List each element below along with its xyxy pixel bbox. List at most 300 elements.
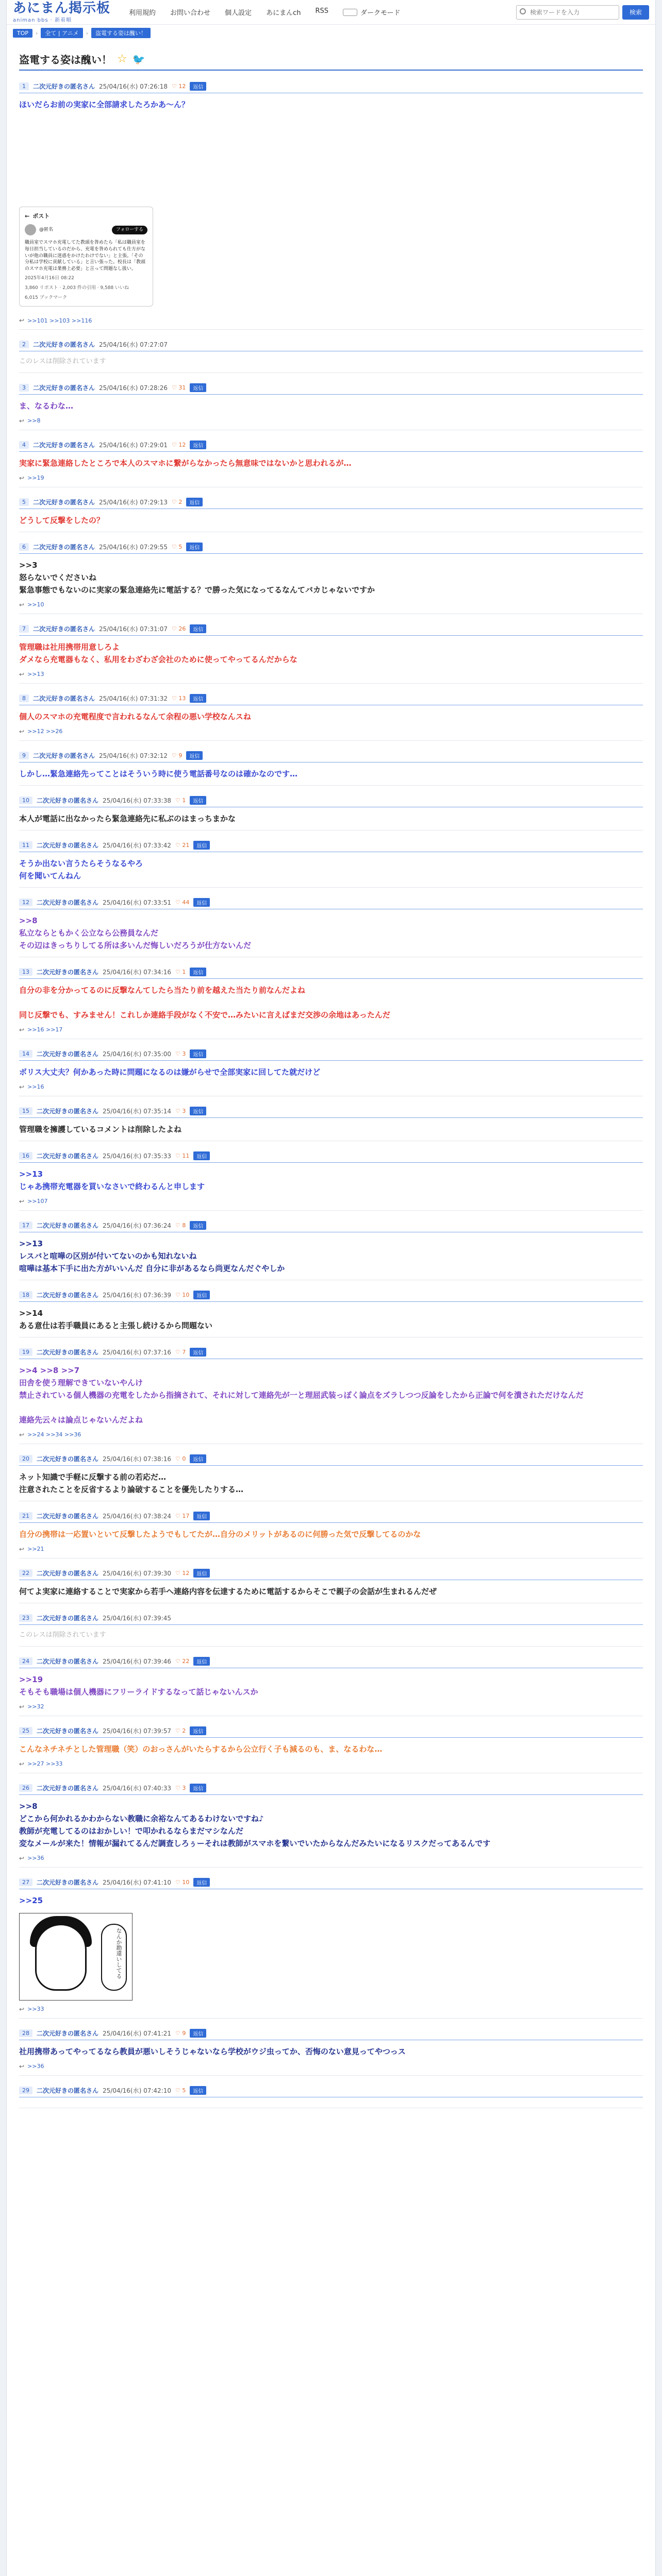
heart-icon: ♡ bbox=[175, 1152, 180, 1159]
reply-button[interactable]: 返信 bbox=[190, 2086, 206, 2095]
reply-arrow-icon: ↩ bbox=[19, 1760, 25, 1768]
reply-button[interactable]: 返信 bbox=[193, 841, 210, 850]
post-body: ほいだらお前の実家に全部請求したろかあ〜ん？ bbox=[19, 100, 190, 109]
heart-icon: ♡ bbox=[175, 2029, 180, 2037]
like-number: 31 bbox=[178, 384, 186, 391]
post-header bbox=[19, 1454, 643, 1466]
post bbox=[19, 2022, 643, 2079]
post-body: そうか出ない言うたらそうなるやろ 何を聞いてんねん bbox=[19, 858, 143, 880]
post bbox=[19, 1447, 643, 1504]
heart-icon: ♡ bbox=[171, 83, 177, 90]
reply-arrow-icon: ↩ bbox=[19, 1083, 25, 1091]
post bbox=[19, 1562, 643, 1606]
post-number[interactable]: 3 bbox=[19, 384, 29, 392]
like-count[interactable] bbox=[172, 544, 182, 550]
post-body bbox=[19, 2097, 643, 2106]
reply-links bbox=[19, 2004, 643, 2019]
post-date: 25/04/16(水) 07:32:12 bbox=[99, 752, 168, 759]
post-date: 25/04/16(水) 07:26:18 bbox=[99, 83, 168, 90]
reply-anchors[interactable]: >>19 bbox=[27, 474, 44, 482]
reply-anchors[interactable]: >>107 bbox=[27, 1198, 48, 1205]
like-count[interactable] bbox=[175, 899, 189, 906]
like-number: 7 bbox=[182, 1348, 186, 1355]
post-number[interactable]: 5 bbox=[19, 498, 29, 506]
post bbox=[19, 75, 643, 333]
like-number: 10 bbox=[182, 1878, 190, 1886]
post-header bbox=[19, 841, 643, 852]
reply-arrow-icon: ↩ bbox=[19, 1703, 25, 1710]
like-count[interactable] bbox=[175, 1292, 189, 1298]
post-number[interactable]: 16 bbox=[19, 1152, 32, 1160]
post bbox=[19, 535, 643, 617]
nav-settings[interactable]: 個人設定 bbox=[225, 9, 252, 17]
like-count[interactable] bbox=[175, 1153, 189, 1159]
reply-links bbox=[19, 1335, 643, 1337]
search-input[interactable] bbox=[516, 5, 619, 20]
reply-button[interactable]: 返信 bbox=[190, 1726, 206, 1735]
reply-links bbox=[19, 1758, 643, 1773]
reply-button[interactable]: 返信 bbox=[193, 1657, 210, 1666]
post-author: 二次元好きの匿名さん bbox=[37, 968, 99, 976]
post-number[interactable]: 26 bbox=[19, 1784, 32, 1792]
reply-arrow-icon: ↩ bbox=[19, 317, 25, 325]
follow-button[interactable]: フォローする bbox=[112, 226, 147, 234]
like-count[interactable] bbox=[172, 695, 186, 702]
reply-button[interactable]: 返信 bbox=[190, 1454, 206, 1463]
twitter-bird-icon[interactable]: 🐦 bbox=[132, 53, 145, 65]
reply-anchors[interactable]: >>33 bbox=[27, 2006, 44, 2013]
post-body: どうして反撃をしたの？ bbox=[19, 515, 105, 525]
like-number: 1 bbox=[182, 968, 186, 975]
heart-icon: ♡ bbox=[175, 1107, 180, 1114]
post-author: 二次元好きの匿名さん bbox=[33, 625, 95, 633]
like-number: 5 bbox=[178, 543, 183, 550]
reply-links bbox=[19, 828, 643, 831]
post-body: このレスは削除されています bbox=[19, 1631, 106, 1639]
crumb-board[interactable]: 全て | アニメ bbox=[41, 28, 82, 38]
reply-links bbox=[19, 669, 643, 684]
post-number[interactable]: 15 bbox=[19, 1107, 32, 1115]
post-author: 二次元好きの匿名さん bbox=[33, 441, 95, 449]
post-header bbox=[19, 440, 643, 452]
post-author: 二次元好きの匿名さん bbox=[37, 1050, 99, 1058]
reply-arrow-icon: ↩ bbox=[19, 417, 25, 425]
post-number[interactable]: 9 bbox=[19, 752, 29, 759]
reply-anchors[interactable]: >>16 >>17 bbox=[27, 1026, 63, 1033]
post-date: 25/04/16(水) 07:33:38 bbox=[103, 796, 171, 804]
like-number: 21 bbox=[182, 841, 190, 849]
reply-anchors[interactable]: >>32 bbox=[27, 1703, 44, 1710]
like-count[interactable] bbox=[172, 625, 186, 632]
post bbox=[19, 1650, 643, 1719]
reply-arrow-icon: ↩ bbox=[19, 474, 25, 482]
like-number: 12 bbox=[178, 83, 186, 90]
main-nav bbox=[129, 7, 328, 17]
post-number[interactable]: 13 bbox=[19, 968, 32, 976]
post-date: 25/04/16(水) 07:37:16 bbox=[103, 1348, 171, 1356]
favorite-star-icon[interactable]: ☆ bbox=[117, 53, 127, 65]
reply-button[interactable]: 返信 bbox=[193, 1151, 210, 1160]
search-field-wrap bbox=[516, 5, 619, 20]
reply-button[interactable]: 返信 bbox=[190, 440, 206, 449]
post-body: >>4 >>8 >>7 田舎を使う理解できていないやんけ 禁止されている個人機器の充電をしたから指摘されて、それに対して連絡先が一と理屈武装っぽく論点をズラしつつ反論をしたから正論で何を潰されただけなんだ 連絡先云々は論点じゃないんだよね bbox=[19, 1365, 584, 1425]
heart-icon: ♡ bbox=[175, 1512, 180, 1519]
post-body: ネット知識で手軽に反撃する前の若応だ… 注意されたことを反省するより論破することを優先したりする… bbox=[19, 1472, 244, 1494]
like-number: 12 bbox=[178, 441, 186, 448]
reply-button[interactable]: 返信 bbox=[186, 751, 203, 760]
post-date: 25/04/16(水) 07:33:51 bbox=[103, 899, 171, 906]
like-number: 2 bbox=[178, 498, 183, 505]
reply-anchors[interactable]: >>24 >>34 >>36 bbox=[27, 1431, 81, 1438]
post-number[interactable]: 27 bbox=[19, 1878, 32, 1886]
post bbox=[19, 1214, 643, 1283]
reply-anchors[interactable]: >>10 bbox=[27, 601, 44, 608]
like-number: 11 bbox=[182, 1152, 190, 1159]
post bbox=[19, 960, 643, 1042]
reply-button[interactable]: 返信 bbox=[193, 898, 210, 907]
reply-arrow-icon: ↩ bbox=[19, 1026, 25, 1033]
post-body: 個人のスマホの充電程度で言われるなんて余程の悪い学校なんスね bbox=[19, 711, 251, 721]
manga-face bbox=[35, 1924, 87, 1991]
post-author: 二次元好きの匿名さん bbox=[37, 796, 99, 804]
post-author: 二次元好きの匿名さん bbox=[37, 1152, 99, 1160]
post-number[interactable]: 6 bbox=[19, 543, 29, 551]
crumb-thread[interactable]: 盗電する姿は醜い！ bbox=[91, 28, 151, 38]
post-header bbox=[19, 898, 643, 909]
post-header bbox=[19, 1657, 643, 1668]
post bbox=[19, 1283, 643, 1341]
post-body: しかし…緊急連絡先ってことはそういう時に使う電話番号なのは確かなのです… bbox=[19, 769, 298, 778]
logo-main: あにまん掲示板 bbox=[13, 1, 111, 16]
post-header bbox=[19, 1348, 643, 1359]
post bbox=[19, 891, 643, 960]
reply-anchors[interactable]: >>13 bbox=[27, 671, 44, 678]
post-header bbox=[19, 1784, 643, 1795]
post bbox=[19, 490, 643, 535]
reply-arrow-icon: ↩ bbox=[19, 670, 25, 678]
search-area bbox=[516, 5, 649, 20]
reply-button[interactable]: 返信 bbox=[190, 1221, 206, 1230]
nav-rss[interactable]: RSS bbox=[315, 7, 328, 15]
reply-anchors[interactable]: >>16 bbox=[27, 1083, 44, 1091]
post-number[interactable]: 14 bbox=[19, 1050, 32, 1058]
like-count[interactable] bbox=[172, 499, 182, 505]
post-number[interactable]: 11 bbox=[19, 841, 32, 849]
like-count[interactable] bbox=[175, 2030, 186, 2037]
reply-button[interactable]: 返信 bbox=[190, 694, 206, 703]
post-date: 25/04/16(水) 07:38:24 bbox=[103, 1512, 171, 1520]
post-date: 25/04/16(水) 07:38:16 bbox=[103, 1455, 171, 1463]
reply-anchors[interactable]: >>27 >>33 bbox=[27, 1760, 63, 1768]
post-date: 25/04/16(水) 07:35:33 bbox=[103, 1152, 171, 1160]
like-number: 8 bbox=[182, 1222, 186, 1229]
post-body: 自分の携帯は一応置いといて反撃したようでもしてたが…自分のメリットがあるのに何勝った気で反撃してるのかな bbox=[19, 1529, 421, 1539]
post-author: 二次元好きの匿名さん bbox=[37, 2087, 99, 2094]
post-number[interactable]: 29 bbox=[19, 2087, 32, 2094]
like-number: 44 bbox=[182, 899, 190, 906]
post-author: 二次元好きの匿名さん bbox=[37, 1784, 99, 1792]
post-header bbox=[19, 968, 643, 979]
like-count[interactable] bbox=[175, 1727, 186, 1734]
post-number[interactable]: 21 bbox=[19, 1512, 32, 1520]
like-count[interactable] bbox=[172, 752, 182, 759]
like-count[interactable] bbox=[175, 1349, 186, 1355]
like-count[interactable] bbox=[175, 1879, 189, 1886]
reply-anchors[interactable]: >>8 bbox=[27, 417, 41, 425]
reply-anchors[interactable]: >>36 bbox=[27, 2063, 44, 2070]
breadcrumb bbox=[7, 25, 655, 41]
reply-arrow-icon: ↩ bbox=[19, 2062, 25, 2070]
like-count[interactable] bbox=[175, 2087, 186, 2094]
like-count[interactable] bbox=[175, 1785, 186, 1791]
post-number[interactable]: 8 bbox=[19, 694, 29, 702]
post-header bbox=[19, 751, 643, 762]
heart-icon: ♡ bbox=[175, 2087, 180, 2094]
post-author: 二次元好きの匿名さん bbox=[33, 83, 95, 90]
reply-arrow-icon: ↩ bbox=[19, 727, 25, 735]
embedded-tweet[interactable] bbox=[19, 207, 153, 307]
post-number[interactable]: 17 bbox=[19, 1222, 32, 1229]
reply-links bbox=[19, 1081, 643, 1096]
like-count[interactable] bbox=[172, 384, 186, 391]
post-body: このレスは削除されています bbox=[19, 358, 106, 366]
post bbox=[19, 617, 643, 687]
reply-button[interactable]: 返信 bbox=[190, 796, 206, 805]
like-number: 17 bbox=[182, 1512, 190, 1519]
site-logo[interactable] bbox=[13, 1, 110, 23]
post-author: 二次元好きの匿名さん bbox=[37, 1727, 99, 1735]
chevron-right-icon: › bbox=[86, 29, 88, 37]
post-body: 本人が電話に出なかったら緊急連絡先に私ぶのはまっちまかな bbox=[19, 814, 236, 823]
like-count[interactable] bbox=[175, 1222, 186, 1229]
reply-button[interactable]: 返信 bbox=[190, 624, 206, 633]
post-number[interactable]: 25 bbox=[19, 1727, 32, 1735]
like-number: 3 bbox=[182, 1107, 186, 1114]
post bbox=[19, 1871, 643, 2022]
heart-icon: ♡ bbox=[175, 1348, 180, 1355]
heart-icon: ♡ bbox=[175, 1455, 180, 1462]
heart-icon: ♡ bbox=[175, 1050, 180, 1057]
post-body: 何てよ実家に連絡することで実家から若手へ連絡内容を伝達するために電話するからそこで親子の会話が生まれるんだぜ bbox=[19, 1586, 437, 1596]
reply-links bbox=[19, 885, 643, 888]
post-body: 自分の非を分かってるのに反撃なんてしたら当たり前を越えた当たり前なんだよね 同じ反撃でも、すみません！これしか連絡手段がなく不安で…みたいに言えばまだ交渉の余地はあったんだ bbox=[19, 985, 390, 1020]
post-number[interactable]: 12 bbox=[19, 899, 32, 906]
heart-icon: ♡ bbox=[175, 841, 180, 849]
post-number[interactable]: 28 bbox=[19, 2029, 32, 2037]
reply-button[interactable]: 返信 bbox=[193, 1569, 210, 1578]
post-number[interactable]: 20 bbox=[19, 1455, 32, 1463]
post-number[interactable]: 19 bbox=[19, 1348, 32, 1356]
like-count[interactable] bbox=[175, 1455, 186, 1462]
reply-button[interactable]: 返信 bbox=[190, 1348, 206, 1357]
reply-button[interactable]: 返信 bbox=[190, 1107, 206, 1115]
reply-links bbox=[19, 1278, 643, 1280]
reply-button[interactable]: 返信 bbox=[190, 2029, 206, 2038]
post-list bbox=[7, 75, 655, 2111]
reply-anchors[interactable]: >>36 bbox=[27, 1855, 44, 1862]
heart-icon: ♡ bbox=[175, 899, 180, 906]
post-body: 社用携帯あってやってるなら教員が悪いしそうじゃないなら学校がウジ虫ってか、否悔のない意見ってやつっス bbox=[19, 2046, 406, 2056]
post-header bbox=[19, 2086, 643, 2097]
reply-button[interactable]: 返信 bbox=[190, 1784, 206, 1792]
post bbox=[19, 744, 643, 789]
like-count[interactable] bbox=[175, 1108, 186, 1114]
like-count[interactable] bbox=[175, 842, 189, 849]
reply-button[interactable]: 返信 bbox=[190, 1049, 206, 1058]
tweet-meta: 2025年4月16日 08:22 bbox=[25, 276, 74, 281]
avatar bbox=[25, 224, 36, 235]
post bbox=[19, 1341, 643, 1447]
post-date: 25/04/16(水) 07:34:16 bbox=[103, 968, 171, 976]
reply-arrow-icon: ↩ bbox=[19, 1431, 25, 1438]
like-count[interactable] bbox=[175, 1658, 189, 1665]
post-body: 実家に緊急連絡したところで本人のスマホに繋がらなかったら無意味ではないかと思われるが… bbox=[19, 458, 352, 468]
nav-contact[interactable]: お問い合わせ bbox=[170, 9, 211, 17]
heart-icon: ♡ bbox=[175, 1727, 180, 1734]
post-date: 25/04/16(水) 07:27:07 bbox=[99, 341, 168, 349]
post-number[interactable]: 24 bbox=[19, 1657, 32, 1665]
post-body: >>14 ある意仕は若手職員にあると主張し続けるから問題ない bbox=[19, 1308, 213, 1330]
reply-button[interactable]: 返信 bbox=[186, 498, 203, 506]
like-count[interactable] bbox=[175, 1050, 186, 1057]
post-body: >>8 私立ならともかく公立なら公務員なんだ その辺はきっちりしてる所は多いんだ悔しいだろうが仕方ないんだ bbox=[19, 916, 252, 950]
crumb-top[interactable]: TOP bbox=[13, 29, 32, 38]
reply-links bbox=[19, 783, 643, 786]
toggle-switch[interactable] bbox=[343, 9, 357, 16]
reply-links bbox=[19, 1499, 643, 1501]
post-date: 25/04/16(水) 07:40:33 bbox=[103, 1784, 171, 1792]
reply-links bbox=[19, 1853, 643, 1868]
reply-links bbox=[19, 726, 643, 741]
post-date: 25/04/16(水) 07:29:01 bbox=[99, 441, 168, 449]
like-count[interactable] bbox=[175, 969, 186, 975]
post-header bbox=[19, 1614, 643, 1625]
heart-icon: ♡ bbox=[175, 1784, 180, 1791]
post-header bbox=[19, 340, 643, 351]
post bbox=[19, 687, 643, 744]
reply-links bbox=[19, 472, 643, 487]
nav-animanch[interactable]: あにまんch bbox=[266, 9, 301, 17]
post-header bbox=[19, 1049, 643, 1061]
reply-arrow-icon: ↩ bbox=[19, 2005, 25, 2013]
heart-icon: ♡ bbox=[171, 441, 177, 448]
reply-anchors[interactable]: >>21 bbox=[27, 1546, 44, 1553]
like-count[interactable] bbox=[175, 1570, 189, 1577]
post-header bbox=[19, 1726, 643, 1738]
post bbox=[19, 1504, 643, 1562]
post-number[interactable]: 2 bbox=[19, 341, 29, 348]
post bbox=[19, 333, 643, 376]
post-number[interactable]: 1 bbox=[19, 82, 29, 90]
post-header bbox=[19, 82, 643, 93]
post-author: 二次元好きの匿名さん bbox=[33, 341, 95, 349]
reply-anchors[interactable]: >>12 >>26 bbox=[27, 728, 63, 735]
like-count[interactable] bbox=[172, 442, 186, 448]
post-date: 25/04/16(水) 07:29:55 bbox=[99, 543, 168, 551]
dark-mode-toggle[interactable] bbox=[343, 7, 400, 17]
reply-links bbox=[19, 530, 643, 532]
post-header bbox=[19, 1569, 643, 1580]
post-number[interactable]: 7 bbox=[19, 625, 29, 633]
post-number[interactable]: 22 bbox=[19, 1569, 32, 1577]
reply-links bbox=[19, 1196, 643, 1211]
heart-icon: ♡ bbox=[175, 1291, 180, 1298]
post-author: 二次元好きの匿名さん bbox=[37, 1512, 99, 1520]
post-number[interactable]: 18 bbox=[19, 1291, 32, 1299]
post-author: 二次元好きの匿名さん bbox=[37, 841, 99, 849]
post-header bbox=[19, 1512, 643, 1523]
post bbox=[19, 1606, 643, 1650]
top-bar bbox=[7, 0, 655, 25]
like-number: 2 bbox=[182, 1727, 186, 1734]
post bbox=[19, 789, 643, 834]
heart-icon: ♡ bbox=[171, 543, 177, 550]
like-number: 9 bbox=[178, 752, 183, 759]
reply-button[interactable]: 返信 bbox=[190, 968, 206, 976]
post bbox=[19, 1144, 643, 1214]
reply-links bbox=[19, 315, 643, 330]
post-number[interactable]: 10 bbox=[19, 796, 32, 804]
like-number: 12 bbox=[182, 1569, 190, 1577]
like-count[interactable] bbox=[172, 83, 186, 90]
reply-button[interactable]: 返信 bbox=[193, 1512, 210, 1520]
reply-links bbox=[19, 1024, 643, 1039]
search-button[interactable]: 検索 bbox=[622, 5, 649, 20]
post-author: 二次元好きの匿名さん bbox=[37, 1107, 99, 1115]
like-number: 1 bbox=[182, 796, 186, 804]
post-author: 二次元好きの匿名さん bbox=[37, 1222, 99, 1229]
post-number[interactable]: 4 bbox=[19, 441, 29, 449]
tweet-user-name: @匿名 bbox=[39, 227, 54, 233]
post-author: 二次元好きの匿名さん bbox=[37, 1878, 99, 1886]
manga-image[interactable] bbox=[19, 1913, 133, 2001]
reply-links bbox=[19, 415, 643, 430]
post-header bbox=[19, 498, 643, 509]
post-body: 管理職を擁護しているコメントは削除したよね bbox=[19, 1124, 182, 1134]
reply-button[interactable]: 返信 bbox=[190, 82, 206, 91]
post-date: 25/04/16(水) 07:33:42 bbox=[103, 841, 171, 849]
post-date: 25/04/16(水) 07:41:21 bbox=[103, 2029, 171, 2037]
post-date: 25/04/16(水) 07:39:46 bbox=[103, 1657, 171, 1665]
post bbox=[19, 834, 643, 891]
post-body: >>3 怒らないでくださいね 緊急事態でもないのに実家の緊急連絡先に電話する？で勝った気になってるなんてバカじゃないですか bbox=[19, 560, 375, 595]
post bbox=[19, 1776, 643, 1871]
like-number: 3 bbox=[182, 1784, 186, 1791]
reply-button[interactable]: 返信 bbox=[193, 1878, 210, 1887]
like-count[interactable] bbox=[175, 1513, 189, 1519]
like-count[interactable] bbox=[175, 797, 186, 804]
reply-button[interactable]: 返信 bbox=[193, 1291, 210, 1299]
reply-links bbox=[19, 1601, 643, 1603]
post-header bbox=[19, 543, 643, 554]
post-author: 二次元好きの匿名さん bbox=[33, 543, 95, 551]
post-number[interactable]: 23 bbox=[19, 1614, 32, 1622]
post-date: 25/04/16(水) 07:42:10 bbox=[103, 2087, 171, 2094]
reply-anchors[interactable]: >>101 >>103 >>116 bbox=[27, 317, 92, 324]
nav-terms[interactable]: 利用規約 bbox=[129, 9, 156, 17]
post-date: 25/04/16(水) 07:29:13 bbox=[99, 498, 168, 506]
heart-icon: ♡ bbox=[171, 625, 177, 632]
post-body: >>19 そもそも職場は個人機器にフリーライドするなって話じゃないんスか bbox=[19, 1674, 258, 1697]
reply-button[interactable]: 返信 bbox=[190, 383, 206, 392]
post-header bbox=[19, 1151, 643, 1163]
logo-sub: animan bbs · 新着順 bbox=[13, 18, 72, 23]
tweet-top bbox=[25, 212, 147, 220]
post-date: 25/04/16(水) 07:39:30 bbox=[103, 1569, 171, 1577]
reply-button[interactable]: 返信 bbox=[186, 543, 203, 551]
post-author: 二次元好きの匿名さん bbox=[37, 899, 99, 906]
reply-links bbox=[19, 2106, 643, 2108]
